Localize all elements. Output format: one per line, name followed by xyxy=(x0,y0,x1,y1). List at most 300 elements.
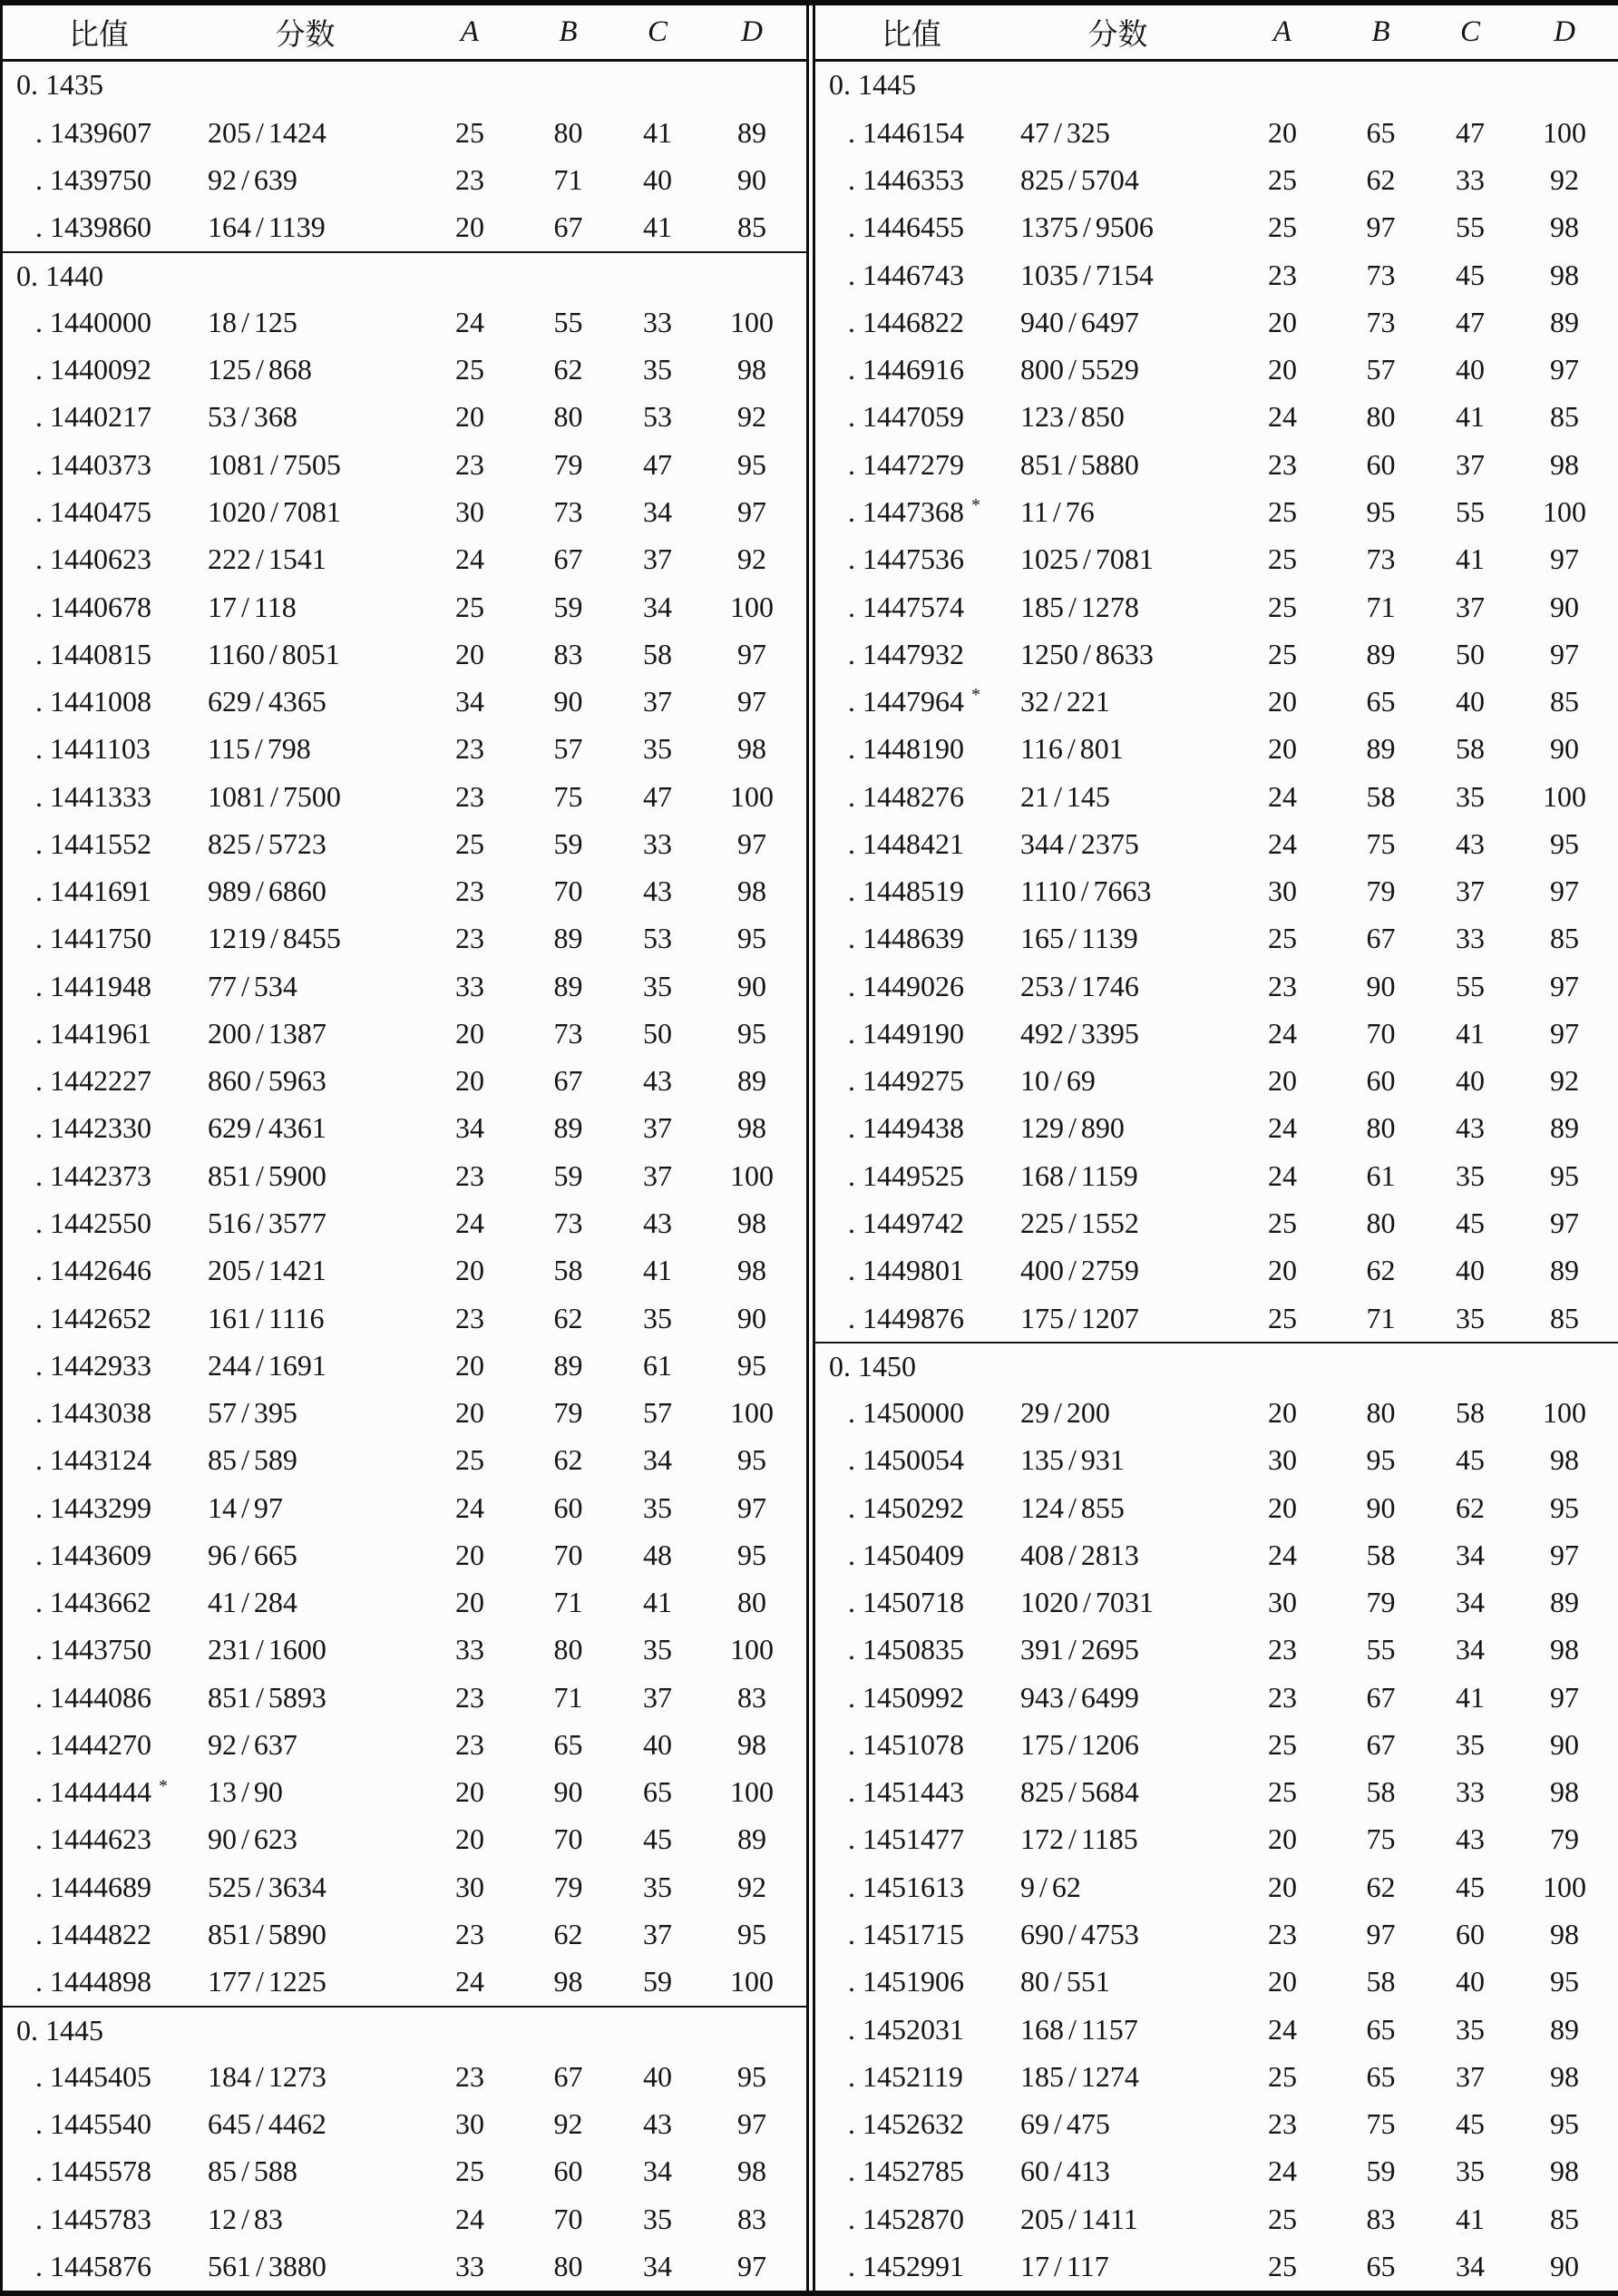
col-D-value: 97 xyxy=(737,1490,766,1524)
ratio-value: . 1447536 xyxy=(848,542,964,576)
col-B-value: 58 xyxy=(1366,1538,1396,1571)
fraction-slash: / xyxy=(1054,779,1062,813)
fraction-value xyxy=(1008,542,1228,576)
ratio-value: . 1439860 xyxy=(35,210,151,244)
table-left-half xyxy=(3,5,809,2291)
fraction-value xyxy=(1008,874,1228,908)
header-col-C: C xyxy=(647,15,668,48)
fraction-slash: / xyxy=(1068,2059,1077,2093)
fraction-value xyxy=(1008,306,1228,339)
col-D-value: 97 xyxy=(737,2249,766,2282)
col-A-value: 20 xyxy=(455,1254,484,1287)
header-ratio: 比值 xyxy=(69,19,129,52)
fraction-numerator: 1020 xyxy=(208,495,266,529)
fraction-value xyxy=(195,922,415,955)
table-row xyxy=(3,1295,806,1342)
fraction-value xyxy=(195,827,415,861)
header-col-A: A xyxy=(1272,15,1292,48)
fraction-value xyxy=(195,1586,415,1619)
col-A-value: 24 xyxy=(455,1965,484,1998)
col-A-value: 23 xyxy=(1268,2107,1297,2141)
ratio-value: . 1445405 xyxy=(35,2059,151,2093)
col-B-value: 65 xyxy=(1366,2012,1396,2046)
col-A-value: 20 xyxy=(1268,1822,1297,1856)
col-D-value: 100 xyxy=(730,1775,774,1809)
col-D-value: 97 xyxy=(1550,1016,1579,1050)
table-row xyxy=(815,820,1618,867)
col-B-value: 73 xyxy=(1366,305,1396,338)
table-row xyxy=(815,2053,1618,2100)
fraction-denominator: 6499 xyxy=(1080,1680,1139,1714)
table-row xyxy=(3,536,806,583)
fraction-denominator: 868 xyxy=(268,353,312,386)
col-A-value: 23 xyxy=(455,163,484,197)
fraction-denominator: 665 xyxy=(253,1538,297,1571)
col-A-value: 34 xyxy=(455,1111,484,1145)
col-A-value: 24 xyxy=(455,305,484,338)
fraction-value xyxy=(195,1207,415,1240)
table-row xyxy=(815,1627,1618,1674)
fraction-slash: / xyxy=(1068,1822,1077,1856)
header-fraction: 分数 xyxy=(1087,19,1148,52)
col-C-value: 35 xyxy=(643,353,672,386)
fraction-slash: / xyxy=(256,1917,264,1950)
col-C-value: 33 xyxy=(1456,163,1485,197)
fraction-denominator: 221 xyxy=(1066,685,1110,718)
col-B-value: 55 xyxy=(553,305,583,338)
col-C-value: 48 xyxy=(643,1538,672,1571)
col-C-value: 55 xyxy=(1456,969,1485,1002)
col-D-value: 98 xyxy=(737,1254,766,1287)
col-B-value: 80 xyxy=(1366,400,1396,434)
table-row xyxy=(3,1105,806,1152)
fraction-slash: / xyxy=(1068,400,1077,434)
ratio-value: . 1441008 xyxy=(35,685,151,718)
ratio-value: . 1450409 xyxy=(848,1538,964,1571)
fraction-numerator: 47 xyxy=(1020,115,1049,149)
fraction-denominator: 1387 xyxy=(268,1016,327,1050)
col-D-value: 98 xyxy=(737,874,766,908)
table-row xyxy=(3,347,806,394)
fraction-denominator: 1116 xyxy=(268,1301,325,1334)
fraction-denominator: 1746 xyxy=(1080,969,1139,1002)
fraction-slash: / xyxy=(1068,1016,1077,1050)
ratio-value: . 1450835 xyxy=(848,1633,964,1666)
fraction-value xyxy=(195,1681,415,1715)
fraction-denominator: 395 xyxy=(253,1396,297,1430)
col-A-value: 23 xyxy=(455,1301,484,1334)
ratio-value: . 1441961 xyxy=(35,1016,151,1050)
fraction-denominator: 5723 xyxy=(268,826,327,860)
fraction-value xyxy=(195,1775,415,1809)
col-D-value: 97 xyxy=(1550,1680,1579,1714)
fraction-slash: / xyxy=(1068,1158,1077,1192)
fraction-denominator: 8051 xyxy=(281,637,340,670)
fraction-denominator: 1225 xyxy=(268,1965,327,1998)
col-C-value: 35 xyxy=(1456,779,1485,813)
table-row xyxy=(815,1295,1618,1342)
col-C-value: 43 xyxy=(1456,826,1485,860)
fraction-numerator: 1375 xyxy=(1020,210,1078,244)
fraction-value xyxy=(195,163,415,197)
fraction-denominator: 1691 xyxy=(268,1348,327,1382)
fraction-slash: / xyxy=(1068,2012,1077,2046)
fraction-denominator: 7500 xyxy=(282,779,341,813)
fraction-numerator: 408 xyxy=(1020,1538,1064,1571)
fraction-slash: / xyxy=(256,1158,264,1192)
col-B-value: 70 xyxy=(553,1538,583,1571)
header-ratio: 比值 xyxy=(882,19,941,52)
ratio-value: . 1450000 xyxy=(848,1396,964,1430)
col-D-value: 98 xyxy=(1550,1443,1579,1477)
fraction-value xyxy=(1008,1396,1228,1430)
ratio-value: . 1440000 xyxy=(35,305,151,338)
fraction-slash: / xyxy=(268,637,278,670)
fraction-numerator: 525 xyxy=(208,1870,251,1903)
table-row xyxy=(3,204,806,251)
table-row xyxy=(3,109,806,156)
col-B-value: 62 xyxy=(553,353,583,386)
col-D-value: 92 xyxy=(1550,1064,1579,1098)
fraction-value xyxy=(1008,2154,1228,2188)
fraction-slash: / xyxy=(1068,922,1077,955)
fraction-slash: / xyxy=(1083,258,1091,291)
col-A-value: 23 xyxy=(455,779,484,813)
col-D-value: 98 xyxy=(737,1727,766,1761)
fraction-value xyxy=(1008,1775,1228,1809)
fraction-slash: / xyxy=(256,2059,264,2093)
fraction-value xyxy=(1008,1207,1228,1240)
fraction-numerator: 645 xyxy=(208,2107,251,2141)
fraction-value xyxy=(195,1443,415,1477)
table-row xyxy=(815,630,1618,678)
ratio-value: . 1451443 xyxy=(848,1775,964,1809)
fraction-numerator: 400 xyxy=(1020,1254,1064,1287)
col-B-value: 90 xyxy=(1366,1490,1396,1524)
section-header-row xyxy=(815,62,1618,109)
col-D-value: 95 xyxy=(1550,1965,1579,1998)
fraction-slash: / xyxy=(256,1207,264,1239)
ratio-value: . 1440373 xyxy=(35,447,151,481)
fraction-value xyxy=(1008,922,1228,955)
fraction-value xyxy=(195,1633,415,1666)
col-B-value: 60 xyxy=(553,2154,583,2188)
fraction-denominator: 534 xyxy=(253,969,297,1002)
col-A-value: 20 xyxy=(1268,1254,1297,1287)
ratio-value: . 1440475 xyxy=(35,495,151,529)
fraction-denominator: 2375 xyxy=(1080,826,1139,860)
col-C-value: 41 xyxy=(643,1254,672,1287)
table-row xyxy=(815,678,1618,725)
col-A-value: 25 xyxy=(1268,210,1297,244)
fraction-value xyxy=(195,874,415,908)
col-C-value: 47 xyxy=(643,779,672,813)
table-row xyxy=(815,2148,1618,2195)
fraction-slash: / xyxy=(241,1727,249,1761)
fraction-slash: / xyxy=(1068,1775,1077,1809)
fraction-numerator: 96 xyxy=(208,1538,237,1571)
ratio-value: . 1441333 xyxy=(35,779,151,813)
col-C-value: 33 xyxy=(1456,922,1485,955)
ratio-value: . 1451715 xyxy=(848,1917,964,1950)
col-C-value: 65 xyxy=(643,1775,672,1809)
ratio-value: . 1444623 xyxy=(35,1822,151,1856)
fraction-numerator: 800 xyxy=(1020,353,1064,386)
fraction-numerator: 77 xyxy=(208,969,237,1002)
fraction-denominator: 475 xyxy=(1066,2107,1110,2141)
fraction-numerator: 9 xyxy=(1020,1870,1035,1903)
fraction-numerator: 205 xyxy=(208,115,251,149)
table-row xyxy=(815,536,1618,583)
col-A-value: 25 xyxy=(1268,1727,1297,1761)
fraction-value xyxy=(195,116,415,150)
col-B-value: 65 xyxy=(1366,2059,1396,2093)
col-C-value: 58 xyxy=(1456,732,1485,766)
ratio-value: . 1445783 xyxy=(35,2202,151,2235)
table-row xyxy=(3,773,806,820)
col-C-value: 35 xyxy=(643,1301,672,1334)
fraction-denominator: 125 xyxy=(253,305,297,338)
fraction-slash: / xyxy=(256,2249,264,2282)
col-B-value: 71 xyxy=(1366,590,1396,623)
fraction-value xyxy=(1008,1681,1228,1715)
fraction-value xyxy=(1008,2060,1228,2094)
col-B-value: 73 xyxy=(553,1207,583,1239)
fraction-value xyxy=(195,2154,415,2188)
fraction-numerator: 92 xyxy=(208,163,237,197)
ratio-value: . 1452119 xyxy=(848,2059,963,2093)
section-header-row xyxy=(3,62,806,109)
table-row xyxy=(3,868,806,915)
col-C-value: 45 xyxy=(1456,2107,1485,2141)
fraction-numerator: 168 xyxy=(1020,2012,1064,2046)
fraction-slash: / xyxy=(1068,1538,1077,1571)
col-A-value: 25 xyxy=(455,590,484,623)
col-D-value: 100 xyxy=(1543,1870,1586,1903)
col-A-value: 24 xyxy=(1268,1538,1297,1571)
ratio-value: . 1439750 xyxy=(35,163,151,197)
fraction-slash: / xyxy=(1054,1396,1062,1430)
fraction-numerator: 825 xyxy=(1020,163,1064,197)
fraction-denominator: 5529 xyxy=(1080,353,1139,386)
col-B-value: 62 xyxy=(1366,163,1396,197)
fraction-denominator: 850 xyxy=(1080,400,1125,434)
table-row xyxy=(3,488,806,535)
col-C-value: 34 xyxy=(1456,1633,1485,1666)
col-B-value: 67 xyxy=(1366,922,1396,955)
col-D-value: 95 xyxy=(737,1443,766,1477)
col-C-value: 37 xyxy=(643,685,672,718)
fraction-denominator: 5963 xyxy=(268,1064,327,1098)
fraction-slash: / xyxy=(1068,1254,1077,1287)
col-B-value: 55 xyxy=(1366,1633,1396,1666)
fraction-denominator: 3577 xyxy=(268,1207,327,1239)
col-B-value: 97 xyxy=(1366,1917,1396,1950)
ratio-value: . 1449525 xyxy=(848,1158,964,1192)
col-A-value: 25 xyxy=(455,826,484,860)
fraction-value xyxy=(1008,1918,1228,1951)
col-A-value: 20 xyxy=(455,1396,484,1430)
table-row xyxy=(3,1199,806,1246)
fraction-slash: / xyxy=(256,1870,264,1903)
col-C-value: 62 xyxy=(1456,1490,1485,1524)
col-A-value: 23 xyxy=(455,1727,484,1761)
col-A-value: 23 xyxy=(1268,1633,1297,1666)
fraction-slash: / xyxy=(241,1490,249,1524)
fraction-value xyxy=(195,2107,415,2141)
col-D-value: 89 xyxy=(737,1064,766,1098)
fraction-slash: / xyxy=(241,163,249,197)
ratio-value: . 1440815 xyxy=(35,637,151,670)
fraction-numerator: 80 xyxy=(1020,1965,1049,1998)
table-row xyxy=(3,2053,806,2100)
fraction-value xyxy=(195,1111,415,1145)
fraction-denominator: 637 xyxy=(253,1727,297,1761)
table-row xyxy=(3,298,806,346)
fraction-value xyxy=(1008,1965,1228,1998)
fraction-numerator: 629 xyxy=(208,685,251,718)
ratio-value: . 1441691 xyxy=(35,874,151,908)
table-row xyxy=(815,109,1618,156)
col-A-value: 25 xyxy=(1268,590,1297,623)
header-col-D: D xyxy=(1554,15,1575,48)
fraction-value xyxy=(1008,1302,1228,1335)
fraction-denominator: 8455 xyxy=(282,922,341,955)
col-D-value: 98 xyxy=(737,353,766,386)
ratio-value: . 1439607 xyxy=(35,115,151,149)
fraction-value xyxy=(1008,685,1228,718)
table-row xyxy=(3,1674,806,1721)
fraction-slash: / xyxy=(241,305,249,338)
ratio-value: . 1443038 xyxy=(35,1396,151,1430)
ratio-value: . 1444086 xyxy=(35,1680,151,1714)
col-C-value: 41 xyxy=(643,1586,672,1619)
col-B-value: 62 xyxy=(553,1917,583,1950)
fraction-value xyxy=(1008,1017,1228,1050)
fraction-value xyxy=(1008,1822,1228,1856)
ratio-value: . 1447964 * xyxy=(848,685,980,718)
col-C-value: 34 xyxy=(643,495,672,529)
fraction-denominator: 3880 xyxy=(268,2249,327,2282)
ratio-value: . 1447059 xyxy=(848,400,964,434)
ratio-value: . 1449438 xyxy=(848,1111,964,1145)
fraction-slash: / xyxy=(270,779,278,813)
fraction-value xyxy=(195,1728,415,1762)
two-column-table-area xyxy=(3,5,1618,2291)
table-row xyxy=(815,1910,1618,1958)
fraction-value xyxy=(195,732,415,766)
col-B-value: 70 xyxy=(553,2202,583,2235)
ratio-value: . 1449801 xyxy=(848,1254,964,1287)
fraction-numerator: 135 xyxy=(1020,1443,1064,1477)
ratio-value: . 1450718 xyxy=(848,1586,964,1619)
fraction-denominator: 1157 xyxy=(1080,2012,1138,2046)
fraction-numerator: 851 xyxy=(208,1680,251,1714)
fraction-slash: / xyxy=(241,400,249,434)
col-B-value: 67 xyxy=(1366,1680,1396,1714)
ratio-value: . 1443609 xyxy=(35,1538,151,1571)
col-C-value: 34 xyxy=(1456,2249,1485,2282)
col-D-value: 85 xyxy=(1550,1301,1579,1334)
col-D-value: 95 xyxy=(737,1538,766,1571)
col-C-value: 55 xyxy=(1456,495,1485,529)
col-A-value: 20 xyxy=(1268,1064,1297,1098)
col-D-value: 100 xyxy=(1543,779,1586,813)
fraction-denominator: 589 xyxy=(253,1443,297,1477)
ratio-value: . 1448276 xyxy=(848,779,964,813)
col-B-value: 60 xyxy=(553,1490,583,1524)
fraction-denominator: 413 xyxy=(1066,2154,1110,2188)
fraction-value xyxy=(195,1871,415,1904)
col-C-value: 34 xyxy=(1456,1586,1485,1619)
ratio-value: . 1452870 xyxy=(848,2202,964,2235)
fraction-value xyxy=(1008,1633,1228,1666)
col-C-value: 61 xyxy=(643,1348,672,1382)
ratio-value: . 1442227 xyxy=(35,1064,151,1098)
fraction-numerator: 69 xyxy=(1020,2107,1049,2141)
fraction-numerator: 175 xyxy=(1020,1301,1064,1334)
col-D-value: 95 xyxy=(737,1348,766,1382)
fraction-numerator: 205 xyxy=(1020,2202,1064,2235)
table-row xyxy=(815,394,1618,441)
ratio-value: . 1448421 xyxy=(848,826,964,860)
col-B-value: 71 xyxy=(1366,1301,1396,1334)
fraction-numerator: 851 xyxy=(208,1917,251,1950)
col-D-value: 83 xyxy=(737,1680,766,1714)
fraction-value xyxy=(1008,1728,1228,1762)
col-A-value: 20 xyxy=(1268,1490,1297,1524)
table-row xyxy=(815,204,1618,251)
table-body-right xyxy=(815,62,1618,2291)
col-A-value: 23 xyxy=(455,922,484,955)
col-C-value: 50 xyxy=(1456,637,1485,670)
fraction-slash: / xyxy=(1054,1064,1062,1098)
ratio-value: . 1449275 xyxy=(848,1064,964,1098)
fraction-denominator: 1541 xyxy=(268,542,327,576)
col-C-value: 35 xyxy=(1456,2012,1485,2046)
col-D-value: 92 xyxy=(737,1870,766,1903)
col-B-value: 58 xyxy=(1366,1965,1396,1998)
col-B-value: 90 xyxy=(1366,969,1396,1002)
fraction-slash: / xyxy=(254,732,263,766)
fraction-numerator: 492 xyxy=(1020,1016,1064,1050)
header-col-D: D xyxy=(741,15,763,48)
table-header-right xyxy=(815,5,1618,62)
col-A-value: 24 xyxy=(1268,826,1297,860)
fraction-denominator: 117 xyxy=(1066,2249,1109,2282)
fraction-value xyxy=(1008,353,1228,386)
fraction-denominator: 2695 xyxy=(1080,1633,1139,1666)
ratio-value: . 1447279 xyxy=(848,447,964,481)
ratio-value: . 1449742 xyxy=(848,1207,964,1239)
fraction-denominator: 325 xyxy=(1066,115,1110,149)
ratio-value: . 1452991 xyxy=(848,2249,964,2282)
fraction-slash: / xyxy=(1054,1965,1062,1998)
col-C-value: 35 xyxy=(1456,2154,1485,2188)
fraction-slash: / xyxy=(1054,2154,1062,2188)
col-B-value: 80 xyxy=(1366,1396,1396,1430)
fraction-value xyxy=(195,1539,415,1572)
fraction-slash: / xyxy=(1068,1917,1077,1950)
fraction-slash: / xyxy=(241,1443,249,1477)
col-B-value: 58 xyxy=(1366,1775,1396,1809)
fraction-denominator: 551 xyxy=(1066,1965,1110,1998)
col-D-value: 98 xyxy=(737,2154,766,2188)
fraction-denominator: 7663 xyxy=(1093,874,1152,908)
ratio-value: . 1452785 xyxy=(848,2154,964,2188)
col-A-value: 25 xyxy=(455,2154,484,2188)
table-row xyxy=(815,1199,1618,1246)
